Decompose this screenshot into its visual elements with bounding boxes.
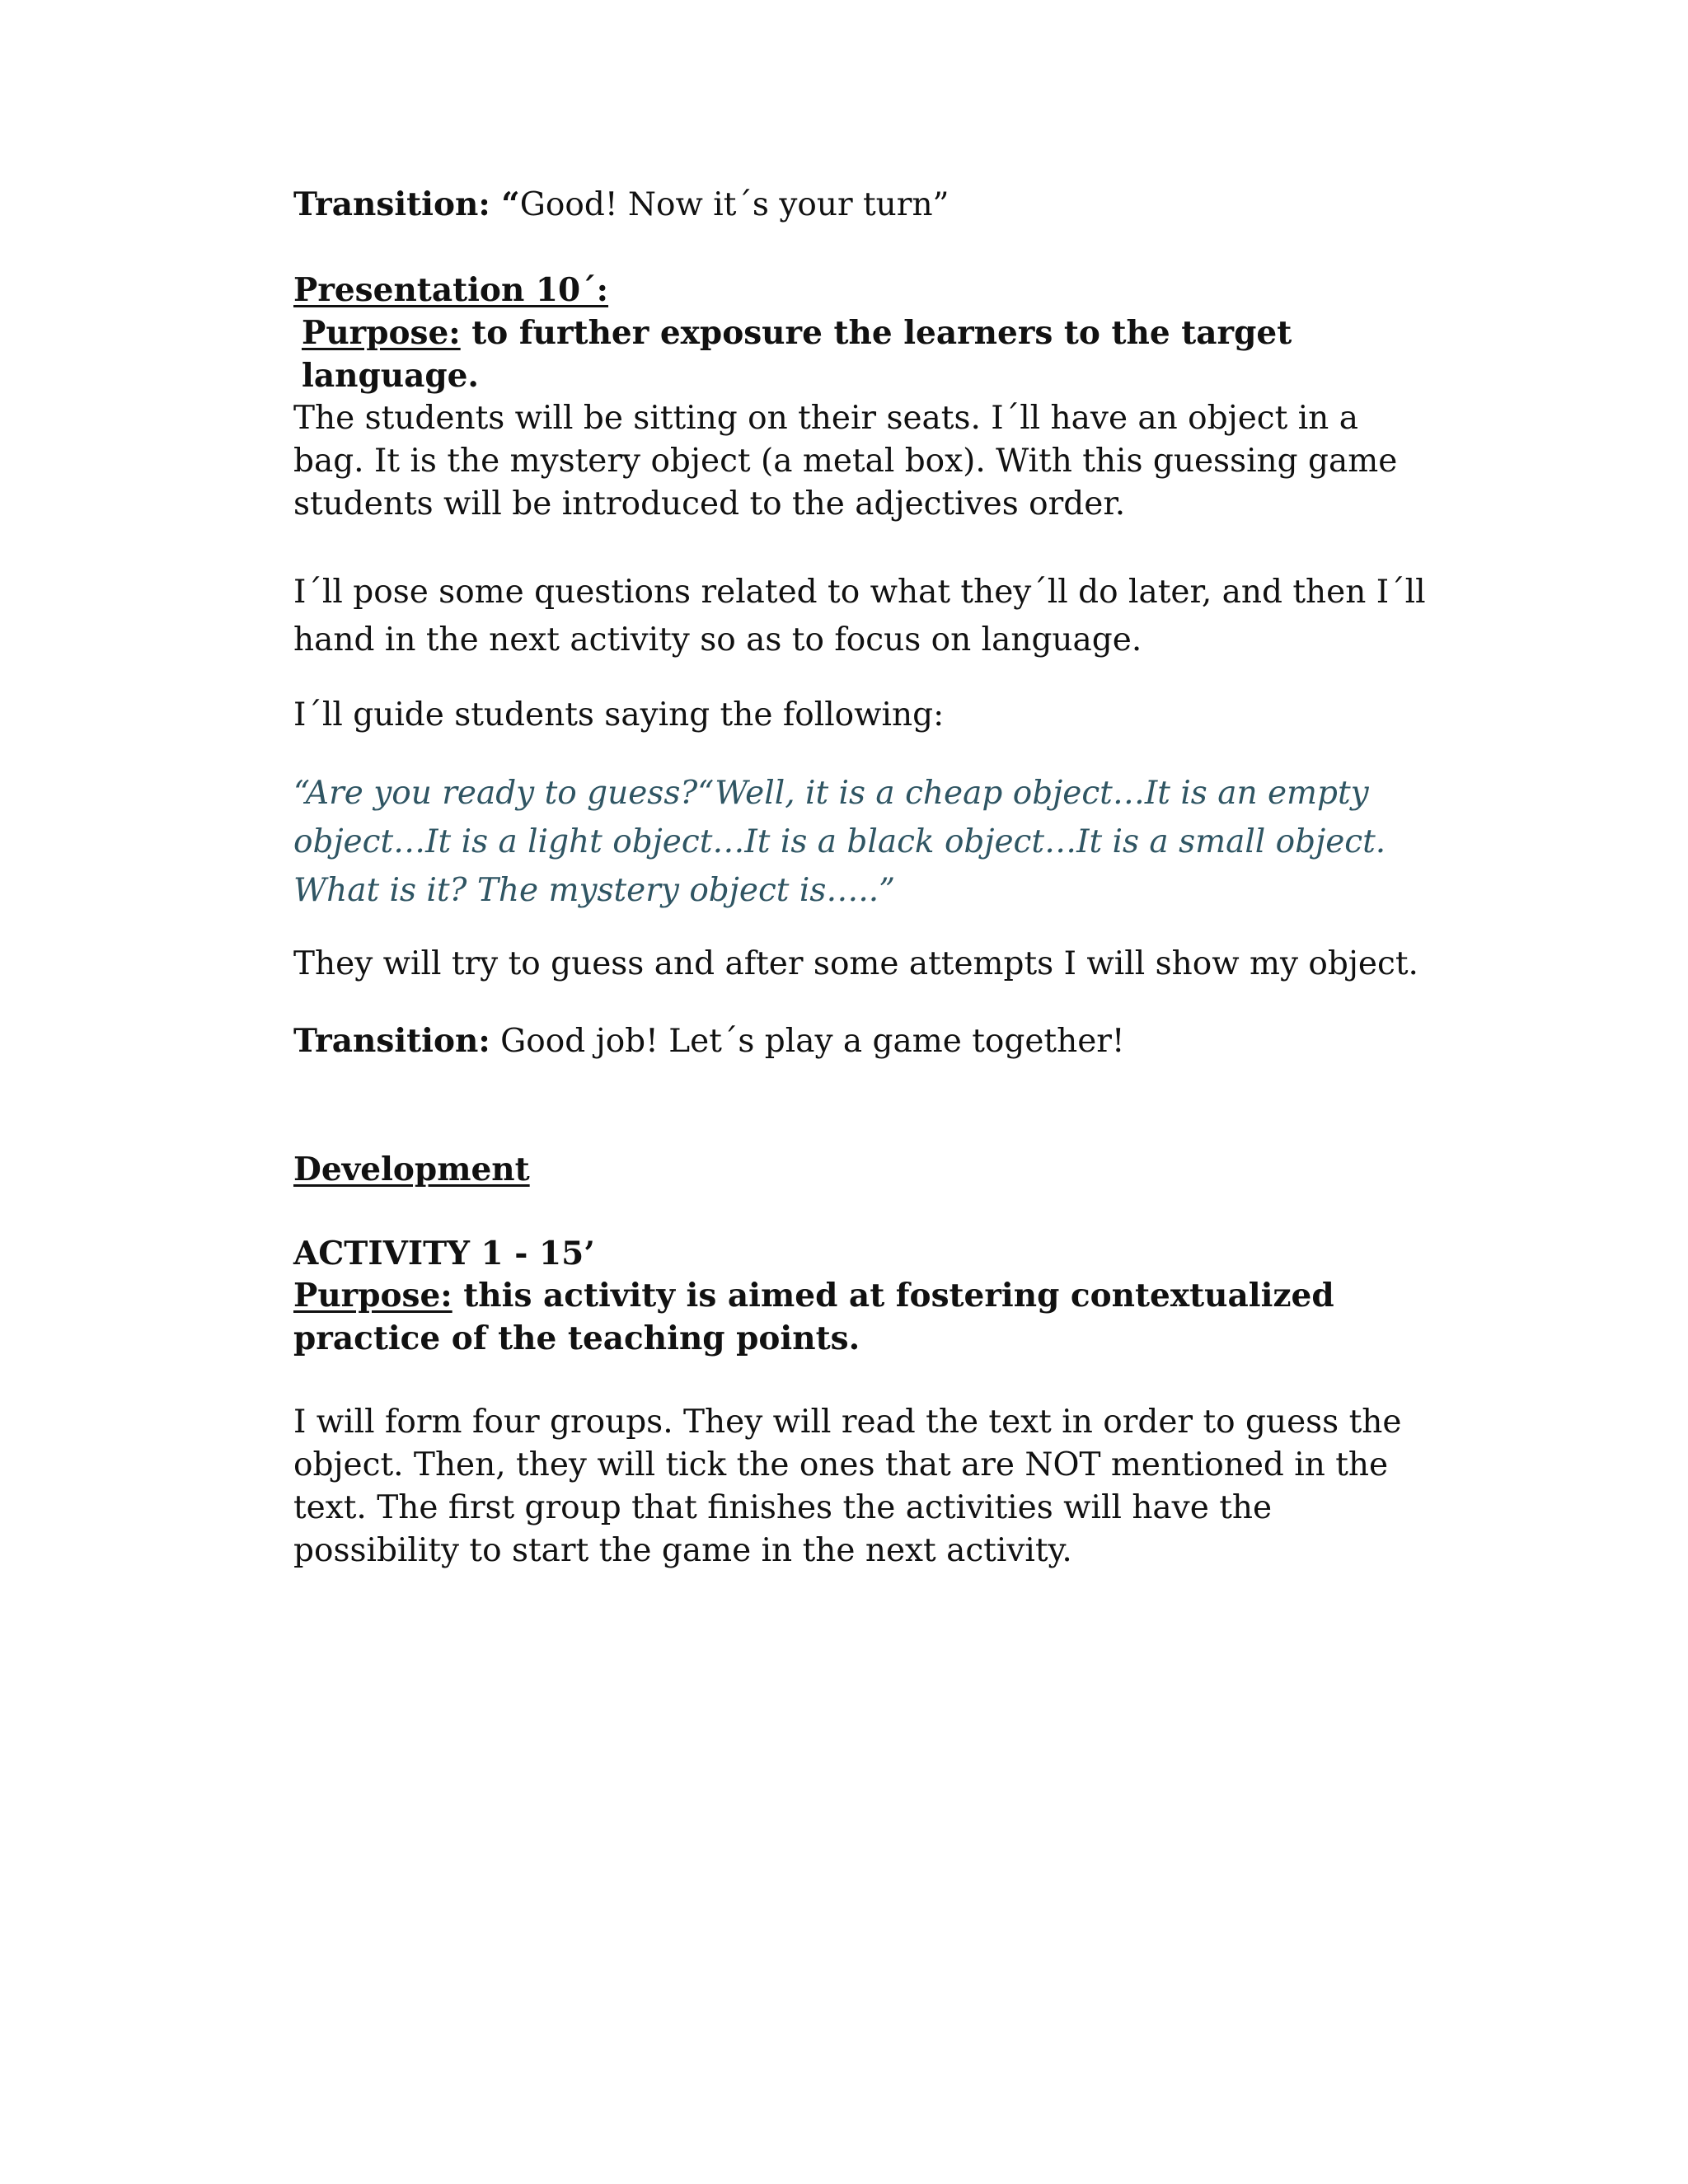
purpose-text: to further exposure the learners to the target language. <box>302 314 1292 395</box>
teacher-quote: “Are you ready to guess?“Well, it is a cheap object…It is an empty object…It is a light object…It is a black object…It is a small object. What is it? The mystery object is…..” <box>293 775 1386 909</box>
transition-line <box>293 1019 1431 1063</box>
transition-line <box>293 183 1431 227</box>
transition-text: Good job! Let´s play a game together! <box>490 1023 1125 1060</box>
transition-label: Transition: <box>293 1022 490 1060</box>
activity-heading: ACTIVITY 1 - 15’ <box>293 1235 595 1272</box>
body-paragraph: I´ll pose some questions related to what they´ll do later, and then I´ll hand in the next activity so as to focus on language. <box>293 574 1426 658</box>
activity-purpose <box>293 1274 1431 1360</box>
body-paragraph: I´ll guide students saying the following: <box>293 696 945 733</box>
purpose-text: this activity is aimed at fostering contextualized practice of the teaching points. <box>293 1277 1334 1357</box>
presentation-heading: Presentation 10´: <box>293 271 609 309</box>
transition-text: Good! Now it´s your turn” <box>519 186 950 223</box>
body-paragraph: I will form four groups. They will read the text in order to guess the object. Then, they will tick the ones that are NOT mentioned in the text. The first group that finishes the activities will have the possibility to start the game in the next activity. <box>293 1404 1402 1569</box>
transition-open-quote: “ <box>490 185 520 223</box>
development-heading: Development <box>293 1151 530 1188</box>
purpose-label: Purpose: <box>293 1277 452 1315</box>
transition-label: Transition: <box>293 185 490 223</box>
presentation-purpose <box>302 312 1439 397</box>
body-paragraph: They will try to guess and after some attempts I will show my object. <box>293 945 1418 982</box>
body-paragraph: The students will be sitting on their seats. I´ll have an object in a bag. It is the mystery object (a metal box). With this guessing game students will be introduced to the adjectives order. <box>293 400 1398 523</box>
purpose-label: Purpose: <box>302 314 461 352</box>
